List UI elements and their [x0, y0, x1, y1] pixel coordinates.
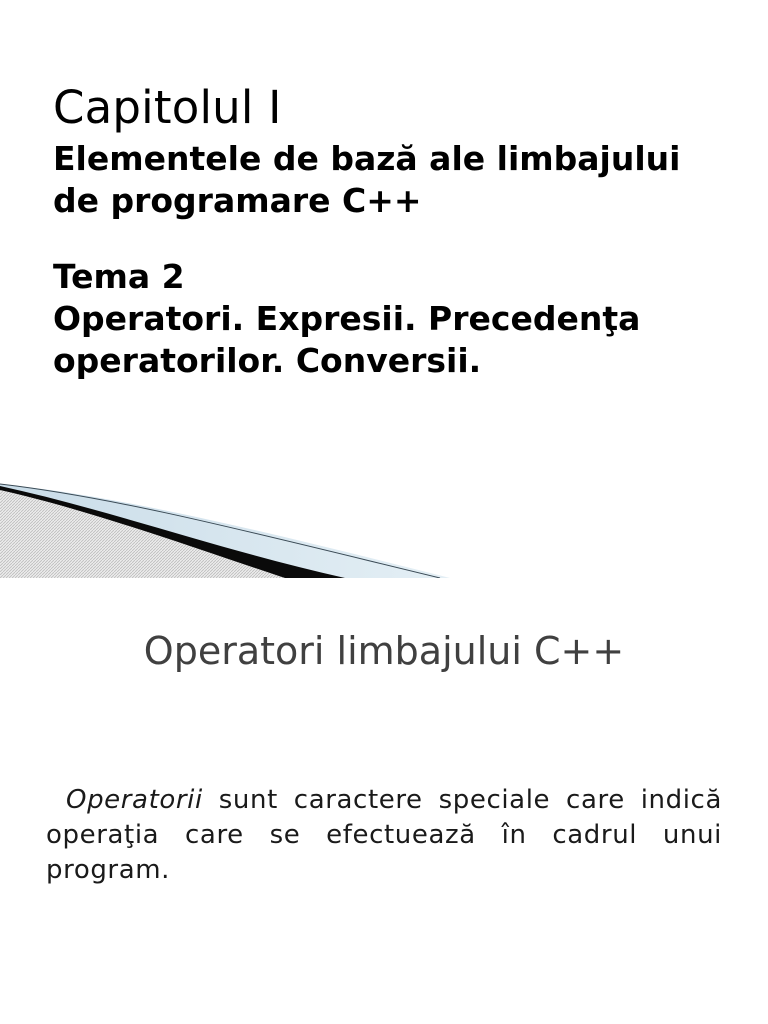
- definition-paragraph: [46, 783, 722, 888]
- title-block: [53, 80, 743, 382]
- theme-line-1: Operatori. Expresii. Precedenţa: [53, 299, 641, 338]
- theme-line-2: operatorilor. Conversii.: [53, 341, 482, 380]
- decorative-swoosh: [0, 470, 768, 578]
- paragraph-emphasis: Operatorii: [66, 785, 203, 815]
- theme-label: Tema 2: [53, 257, 185, 296]
- subtitle-line-2: de programare C++: [53, 181, 422, 220]
- spacer: [53, 222, 743, 256]
- slide-2: [0, 578, 768, 1024]
- paragraph-text: sunt caractere speciale care indică operaţia care se efectuează în cadrul unui program.: [46, 785, 722, 885]
- chapter-heading: Capitolul I: [53, 81, 282, 134]
- subtitle-line-1: Elementele de bază ale limbajului: [53, 139, 681, 178]
- slide-2-title: Operatori limbajului C++: [143, 629, 625, 673]
